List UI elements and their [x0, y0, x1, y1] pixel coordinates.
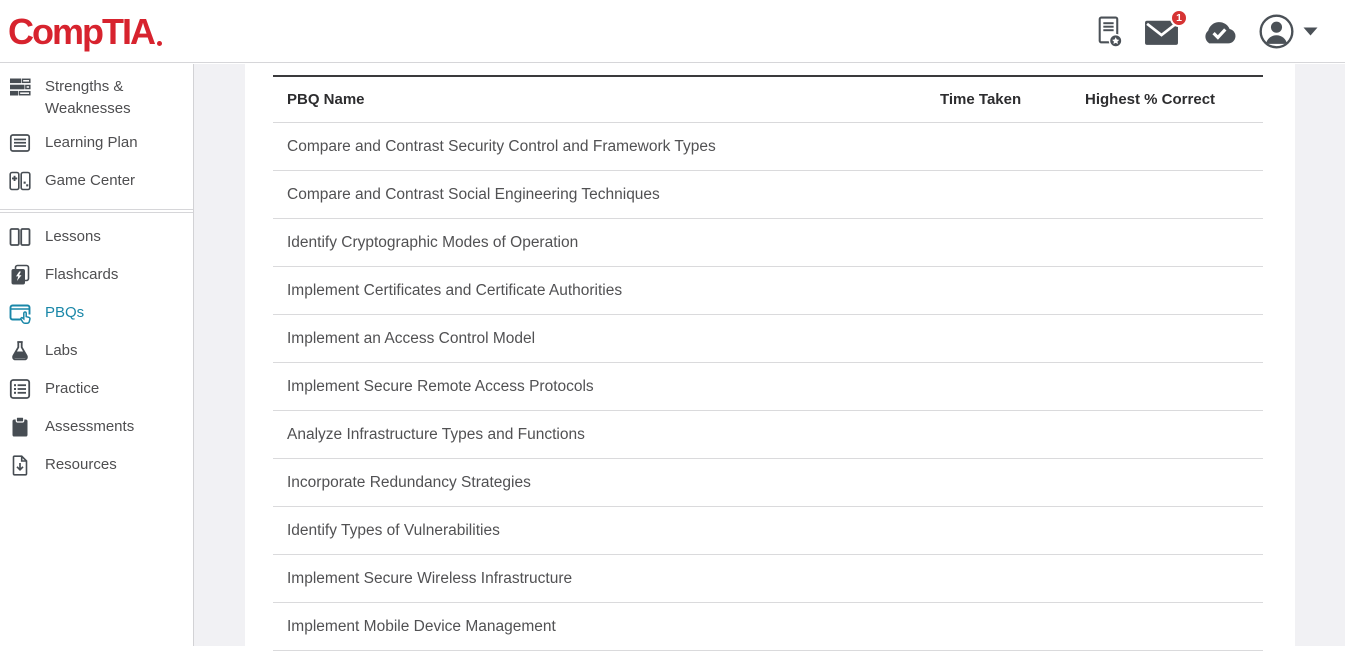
table-row[interactable] — [273, 315, 1263, 363]
header-icon-bar — [1096, 13, 1318, 50]
sidebar-item-label: Flashcards — [45, 266, 119, 283]
sidebar-item-practice[interactable] — [0, 372, 193, 410]
sidebar-nav — [0, 64, 194, 646]
column-header-pbq-name: PBQ Name — [287, 91, 365, 108]
table-row[interactable] — [273, 411, 1263, 459]
pbq-name-cell[interactable]: Implement an Access Control Model — [287, 329, 536, 347]
pbq-name-cell[interactable]: Incorporate Redundancy Strategies — [287, 473, 531, 491]
sidebar-item-assessments[interactable] — [0, 410, 193, 448]
sidebar-item-lessons[interactable] — [0, 220, 193, 258]
sidebar-item-label: Assessments — [45, 418, 135, 435]
sidebar-item-pbqs[interactable] — [0, 296, 193, 334]
sidebar-item-label: Labs — [45, 342, 78, 359]
caret-down-icon[interactable] — [1303, 27, 1318, 36]
learning-plan-icon — [9, 132, 31, 158]
score-report-icon[interactable] — [1096, 15, 1123, 48]
pbq-name-cell[interactable]: Implement Secure Remote Access Protocols — [287, 377, 594, 395]
table-row[interactable] — [273, 507, 1263, 555]
pbq-name-cell[interactable]: Analyze Infrastructure Types and Functions — [287, 425, 585, 443]
pbq-name-cell[interactable]: Implement Mobile Device Management — [287, 617, 556, 635]
pbq-name-cell[interactable]: Identify Cryptographic Modes of Operation — [287, 233, 579, 251]
assessments-icon — [9, 416, 31, 442]
pbq-name-cell[interactable]: Compare and Contrast Social Engineering Techniques — [287, 185, 660, 203]
main-content — [245, 64, 1295, 646]
sidebar-item-label: Lessons — [45, 228, 101, 245]
resources-icon — [9, 454, 31, 480]
mail-badge: 1 — [1170, 9, 1188, 27]
table-row[interactable] — [273, 267, 1263, 315]
sidebar-item-label: Game Center — [45, 172, 136, 189]
table-row[interactable] — [273, 555, 1263, 603]
pbq-name-cell[interactable]: Implement Secure Wireless Infrastructure — [287, 569, 573, 587]
column-header-highest-correct: Highest % Correct — [1085, 91, 1216, 108]
game-center-icon — [9, 170, 31, 196]
table-row[interactable] — [273, 459, 1263, 507]
table-row[interactable] — [273, 123, 1263, 171]
pbq-results-table — [273, 75, 1263, 651]
profile-icon[interactable] — [1258, 13, 1295, 50]
table-row[interactable] — [273, 171, 1263, 219]
sidebar-item-learning-plan[interactable] — [0, 126, 193, 164]
sidebar-item-label: PBQs — [45, 304, 85, 321]
mail-icon[interactable] — [1144, 11, 1182, 46]
column-header-time-taken: Time Taken — [940, 91, 1022, 108]
sidebar-item-label: Practice — [45, 380, 100, 397]
lessons-icon — [9, 226, 31, 252]
pbq-name-cell[interactable]: Identify Types of Vulnerabilities — [287, 521, 500, 539]
pbq-name-cell[interactable]: Implement Certificates and Certificate Authorities — [287, 281, 623, 299]
comptia-logo[interactable]: CompTIA — [8, 11, 162, 53]
labs-icon — [9, 340, 31, 366]
sidebar-item-resources[interactable] — [0, 448, 193, 486]
sidebar-item-label: Strengths & Weaknesses — [45, 78, 131, 117]
flashcards-icon — [9, 264, 31, 290]
cloud-sync-icon[interactable] — [1200, 18, 1237, 45]
table-row[interactable] — [273, 219, 1263, 267]
table-row[interactable] — [273, 603, 1263, 651]
sidebar-item-flashcards[interactable] — [0, 258, 193, 296]
sidebar-item-label: Learning Plan — [45, 134, 138, 151]
strengths-weaknesses-icon — [9, 76, 31, 102]
practice-icon — [9, 378, 31, 404]
table-row[interactable] — [273, 363, 1263, 411]
sidebar-item-labs[interactable] — [0, 334, 193, 372]
table-header-row — [273, 75, 1263, 123]
sidebar-divider — [0, 209, 193, 213]
pbqs-icon — [9, 302, 31, 328]
top-header — [0, 0, 1345, 63]
sidebar-item-game-center[interactable] — [0, 164, 193, 202]
profile-menu[interactable] — [1258, 13, 1318, 50]
pbq-name-cell[interactable]: Compare and Contrast Security Control and Framework Types — [287, 137, 716, 155]
sidebar-item-label: Resources — [45, 456, 117, 473]
sidebar-item-strengths-weaknesses[interactable] — [0, 70, 193, 126]
